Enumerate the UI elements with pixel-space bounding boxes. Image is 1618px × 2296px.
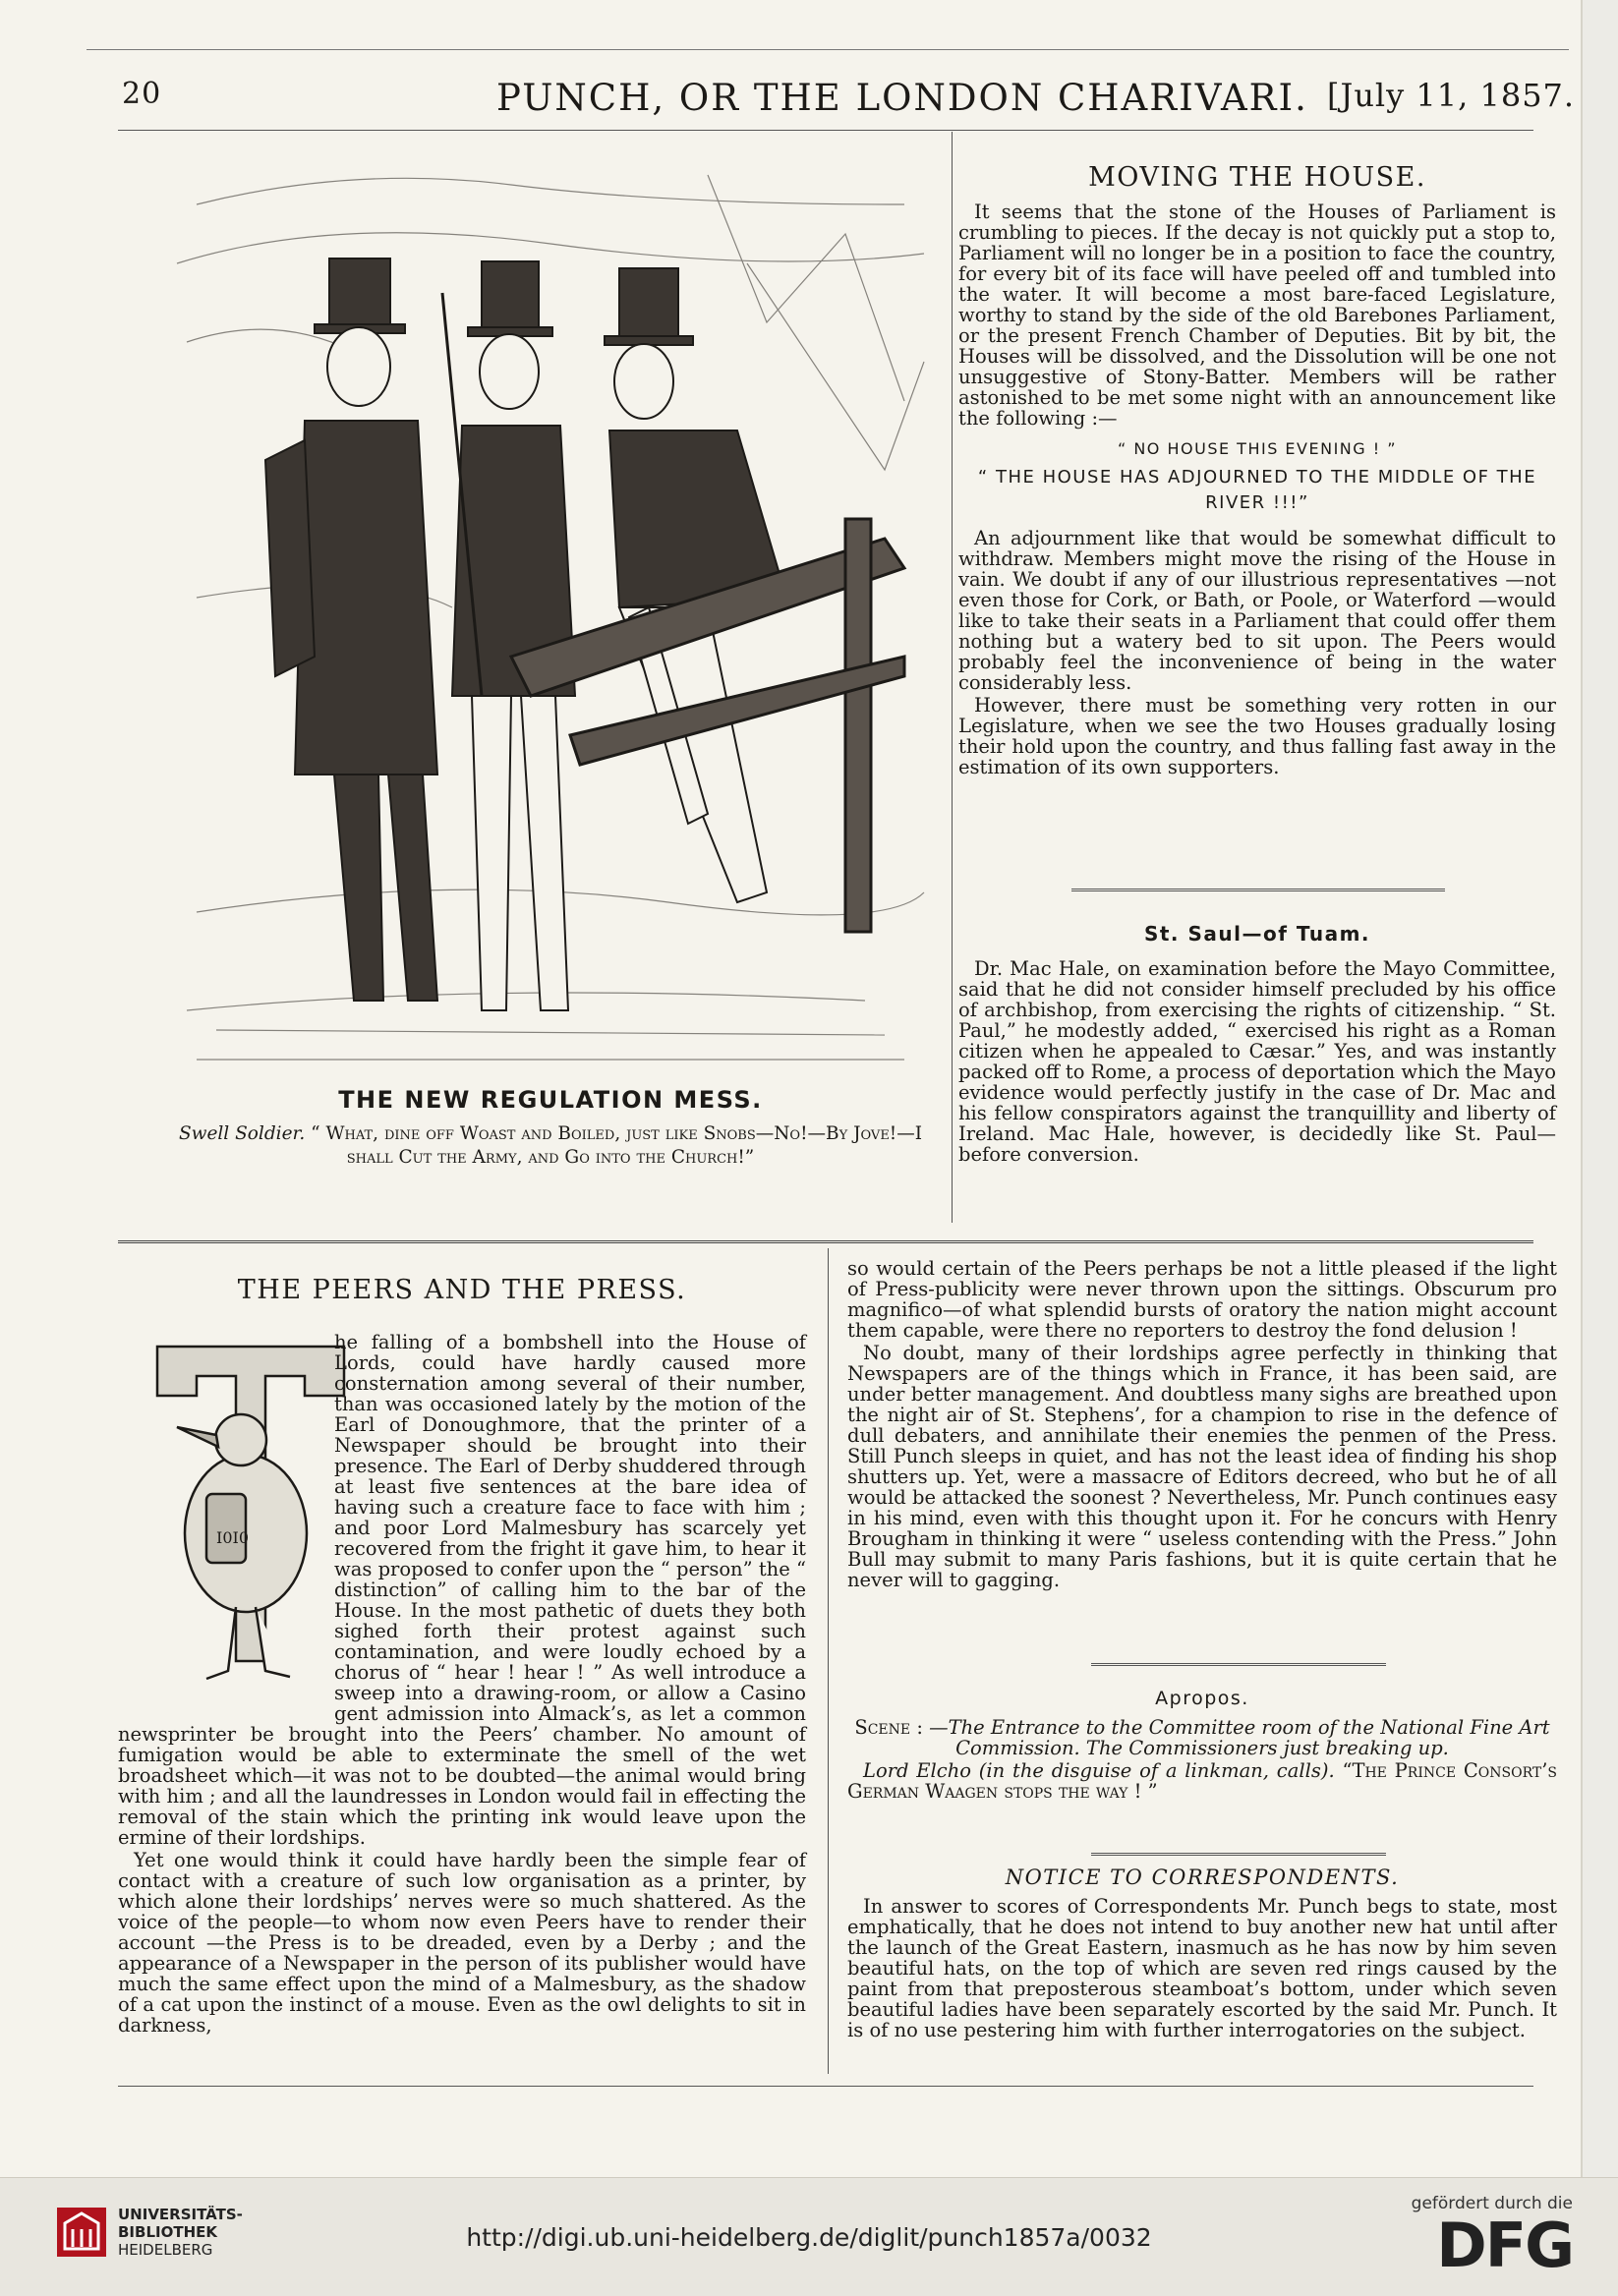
bottom-rule	[118, 2086, 1533, 2087]
uni-line: HEIDELBERG	[118, 2241, 213, 2259]
apropos-scene	[847, 1717, 1557, 1758]
article-title: Apropos.	[1155, 1688, 1249, 1709]
page-number: 20	[122, 77, 162, 111]
uni-line: UNIVERSITÄTS-	[118, 2206, 243, 2223]
cartoon-title: THE NEW REGULATION MESS.	[338, 1086, 763, 1114]
article-paragraph: he falling of a bombshell into the House of Lords, could have hardly caused more consternation among several of their number, than was occasioned lately by the motion of the Earl of Donoughmore, that the printer of a Newspaper should be brought into their presence. The Earl of Derby shuddered through at least five sentences at the bare idea of having such a creature face to face with him ; and poor Lord Malmesbury has scarcely yet recovered from the fright it gave him, to hear it was proposed to confer upon the “ person” the “ distinction” of calling him to the bar of the House. In the most pathetic of duets they both sighed forth their protest against such contamination, and were loudly echoed by a chorus of “ hear ! hear ! ” As well introduce a sweep into a drawing-room, or allow a Casino gent admission into Almack’s, as let a common newsprinter be brought into the Peers’ chamber. No amount of fumigation would be able to exterminate the smell of the wet broadsheet which—it was not to be doubted—the animal would bring with him ; and all the laundresses in London would fail in effecting the removal of the stain which the printing ink would leave upon the ermine of their lordships.	[118, 1331, 806, 1849]
article-paragraph: No doubt, many of their lordships agree perfectly in thinking that Newspapers are of the things which in France, it has been said, are under better management. And doubtless many sighs are breathed upon the night air of St. Stephens’, for a champion to rise in the defence of dull debaters, and annihilate their enemies the penmen of the Press. Still Punch sleeps in quiet, and has not the least idea of finding his shop shutters up. Yet, were a massacre of Editors decreed, who but he of all would be attacked the soonest ? Nevertheless, Mr. Punch continues easy in his mind, even with this thought upon it. For he concurs with Henry Brougham in thinking it were “ useless contending with the Press.” John Bull may submit to many Paris fashions, but it is quite certain that he never will to gagging.	[847, 1342, 1557, 1591]
section-divider	[1091, 1663, 1386, 1666]
column-divider-top	[952, 132, 953, 1223]
speaker: Lord Elcho (in the disguise of a linkman, calls).	[863, 1759, 1335, 1782]
column-divider-bottom	[828, 1248, 829, 2074]
article-paragraph: so would certain of the Peers perhaps be not a little pleased if the light of Press-publicity were never thrown upon the sittings. Obscurum pro magnifico—of what splendid bursts of oratory the nation might account them capable, were there no reporters to destroy the fond delusion !	[847, 1257, 1557, 1342]
permalink-url[interactable]: http://digi.ub.uni-heidelberg.de/diglit/punch1857a/0032	[466, 2223, 1152, 2252]
article-notice	[847, 1867, 1557, 2042]
cartoon-caption-speaker: Swell Soldier.	[178, 1123, 306, 1144]
cartoon-illustration-icon	[157, 145, 944, 1084]
figure-middle	[442, 261, 575, 1010]
scene-text: —The Entrance to the Committee room of the National Fine Art Commission. The Commissioners just breaking up.	[929, 1716, 1550, 1759]
house-notice: “ NO HOUSE THIS EVENING ! ”	[1117, 439, 1398, 458]
article-paragraph: Yet one would think it could have hardly been the simple fear of contact with a creature of such low organisation as a printer, by which alone their lordships’ nerves were so much shattered. As the voice of the people—to whom now even Peers have to render their account —the Press is to be dreaded, even by a Derby ; and the appearance of a Newspaper in the person of its publisher would have much the same effect upon the mind of a Malmesbury, as the shadow of a cat upon the instinct of a mouse. Even as the owl delights to sit in darkness,	[118, 1849, 806, 2037]
dfg-logo-icon: DFG	[1436, 2210, 1573, 2281]
issue-date: [July 11, 1857.	[1327, 77, 1576, 114]
uni-line: BIBLIOTHEK	[118, 2223, 217, 2241]
article-paragraph: Dr. Mac Hale, on examination before the Mayo Committee, said that he did not consider himself precluded by his office of archbishop, from exercising the rights of citizenship. “ St. Paul,” he modestly added, “ exercised his right as a Roman citizen when he appealed to Cæsar.” Yes, and was instantly packed off to Rome, a process of deportation which the Mayo evidence would perfectly justify in the case of Dr. Mac and his fellow conspirators against the tranquillity and liberty of Ireland. Mac Hale, however, is decidedly like St. Paul—before conversion.	[958, 957, 1556, 1166]
article-st-saul	[958, 924, 1556, 1167]
section-divider	[1091, 1853, 1386, 1856]
section-rule	[118, 1240, 1533, 1243]
article-title: THE PEERS AND THE PRESS.	[237, 1275, 687, 1305]
article-moving-house	[958, 162, 1556, 779]
house-notice: “ THE HOUSE HAS ADJOURNED TO THE MIDDLE OF THE RIVER !!!”	[977, 467, 1537, 513]
speech: “The Prince Consort’s German Waagen stops the way ! ”	[847, 1759, 1557, 1803]
article-paragraph: However, there must be something very rotten in our Legislature, when we see the two Houses gradually losing their hold upon the country, and thus falling fast away in the estimation of its own supporters.	[958, 694, 1556, 778]
peers-column-right	[847, 1258, 1557, 1592]
article-paragraph: It seems that the stone of the Houses of Parliament is crumbling to pieces. If the decay is not quickly put a stop to, Parliament will no longer be in a position to face the country, for every bit of its face will have peeled off and tumbled into the water. It will become a most bare-faced Legislature, worthy to stand by the side of the old Barebones Parliament, or the present French Chamber of Deputies. Bit by bit, the Houses will be dissolved, and the Dissolution will be one not unsuggestive of Stony-Batter. Members will be rather astonished to be met some night with an announcement like the following :—	[958, 201, 1556, 430]
article-title: NOTICE TO CORRESPONDENTS.	[1005, 1866, 1400, 1889]
funder-label: gefördert durch die	[1411, 2194, 1573, 2213]
running-title: PUNCH, OR THE LONDON CHARIVARI.	[496, 77, 1308, 119]
dropcap-float	[118, 1332, 334, 1715]
dropcap-shield-text: I0I0	[216, 1528, 249, 1547]
peers-column-left	[118, 1332, 806, 2038]
article-apropos	[847, 1689, 1557, 1804]
cartoon-caption-text: “ What, dine off Woast and Boiled, just like Snobs—No!—By Jove!—I shall Cut the Army, and Go into the Church!”	[311, 1123, 923, 1168]
scene-label: Scene :	[854, 1716, 923, 1739]
figure-left	[265, 258, 437, 1001]
apropos-speech	[847, 1760, 1557, 1802]
funder-block	[1411, 2194, 1573, 2281]
article-paragraph: An adjournment like that would be somewhat difficult to withdraw. Members might move the rising of the House in vain. We doubt if any of our illustrious representatives —not even those for Cork, or Bath, or Poole, or Waterford —would like to take their seats in a Parliament that could offer them nothing but a watery bed to sit upon. The Peers would probably feel the inconvenience of being in the water considerably less.	[958, 527, 1556, 694]
article-title: MOVING THE HOUSE.	[1088, 162, 1426, 193]
cartoon-caption	[157, 1122, 944, 1170]
header-rule	[118, 130, 1533, 131]
article-title: St. Saul—of Tuam.	[1143, 922, 1371, 946]
article-paragraph: In answer to scores of Correspondents Mr. Punch begs to state, most emphatically, that he does not intend to buy another new hat until after the launch of the Great Eastern, inasmuch as he has now by him seven beautiful hats, on the top of which are seven red rings caused by the paint from that preposterous steamboat’s bottom, under which seven beautiful ladies have been separately escorted by the said Mr. Punch. It is of no use pestering him with further interrogatories on the subject.	[847, 1895, 1557, 2041]
section-divider	[1071, 889, 1445, 891]
